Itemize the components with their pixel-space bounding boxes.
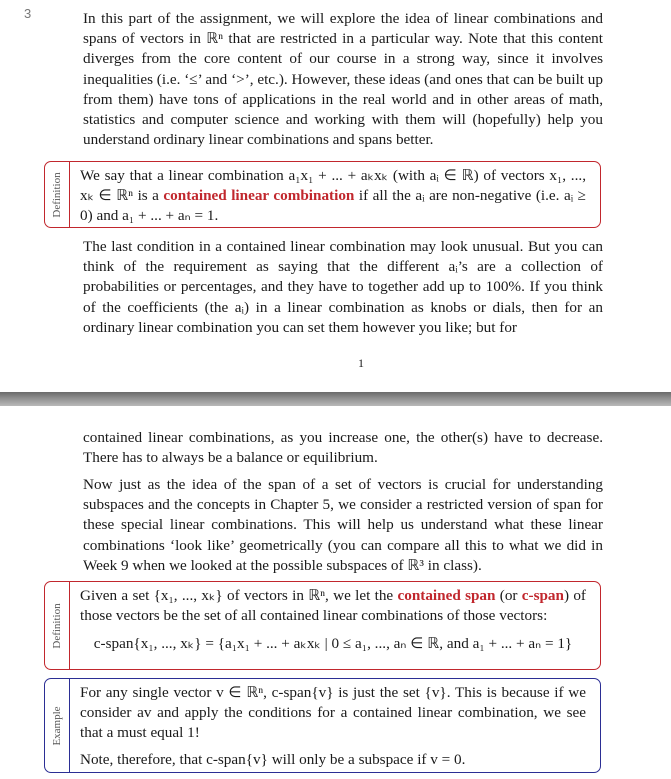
paragraph-equilibrium: contained linear combinations, as you increase one, the other(s) have to decrease. There has to always be a balance or equilibrium. [83,429,603,467]
definition-term: contained linear combination [163,187,355,205]
c-span-equation: c-span{x₁, ..., xₖ} = {a₁x₁ + ... + aₖxₖ | 0 ≤ a₁, ..., aₙ ∈ ℝ, and a₁ + ... + aₙ = 1} [93,635,573,653]
definition-text: Given a set {x₁, ..., xₖ} of vectors in ℝⁿ, we let the contained span (or c-span) of those vectors be the set of all contained linear combinations of those vectors: c-span{x₁, ..., xₖ} = {a₁x₁ + ... + aₖxₖ | 0 ≤ a₁, ..., aₙ ∈ ℝ, and a₁ + ... + aₙ = 1} [80,586,586,655]
definition-text: We say that a linear combination a₁x₁ + ... + aₖxₖ (with aᵢ ∈ ℝ) of vectors x₁, ..., xₖ ∈ ℝⁿ is a contained linear combination if all the aᵢ are non-negative (i.e. aᵢ ≥ 0) and a₁ + ... + aₙ = 1. [80,167,587,225]
paragraph-knobs: The last condition in a contained linear combination may look unusual. But you can think of the requirement as saying that the different aᵢ’s are a collection of probabilities or percentages, and they have to together add up to 100%. If you think of the coefficients (the aᵢ) in a linear combination as knobs or dials, then for an ordinary linear combination you can set them however you like; but for [83,238,603,336]
page-separator [0,392,671,406]
example-box [44,678,601,773]
footer-page-number: 1 [358,356,364,370]
margin-page-number: 3 [24,6,32,21]
definition-box-c-span [44,581,601,670]
definition-tab: Definition [45,582,70,669]
example-text: For any single vector v ∈ ℝⁿ, c-span{v} is just the set {v}. This is because if we consider av and apply the conditions for a contained linear combination, we see that a must equal 1! Note, therefore, that c-span{v} will only be a subspace if v = 0. [80,684,586,768]
paragraph-span: Now just as the idea of the span of a set of vectors is crucial for understanding subspaces and the concepts in Chapter 5, we consider a restricted version of span for these special linear combinations. This will help us understand what these linear combinations ‘look like’ geometrically (you can compare all this to what we did in Week 9 when we looked at the possible subspaces of ℝ³ in class). [83,476,603,574]
example-tab: Example [45,679,70,772]
definition-box-contained-combination [44,161,601,228]
intro-paragraph: In this part of the assignment, we will explore the idea of linear combinations and spans of vectors in ℝⁿ that are restricted in a particular way. Note that this content diverges from the core content of our course in a strong way, since it involves inequalities (i.e. ‘≤’ and ‘>’, etc.). However, these ideas (and ones that can be built up from them) have tons of applications in the real world and in other areas of math, statistics and computer science and working with them will (hopefully) help you understand ordinary linear combinations and spans better. [83,10,603,149]
definition-term: contained span [397,587,496,604]
definition-tab: Definition [45,162,70,227]
page-2 [0,406,671,779]
definition-term-short: c-span [521,587,564,604]
